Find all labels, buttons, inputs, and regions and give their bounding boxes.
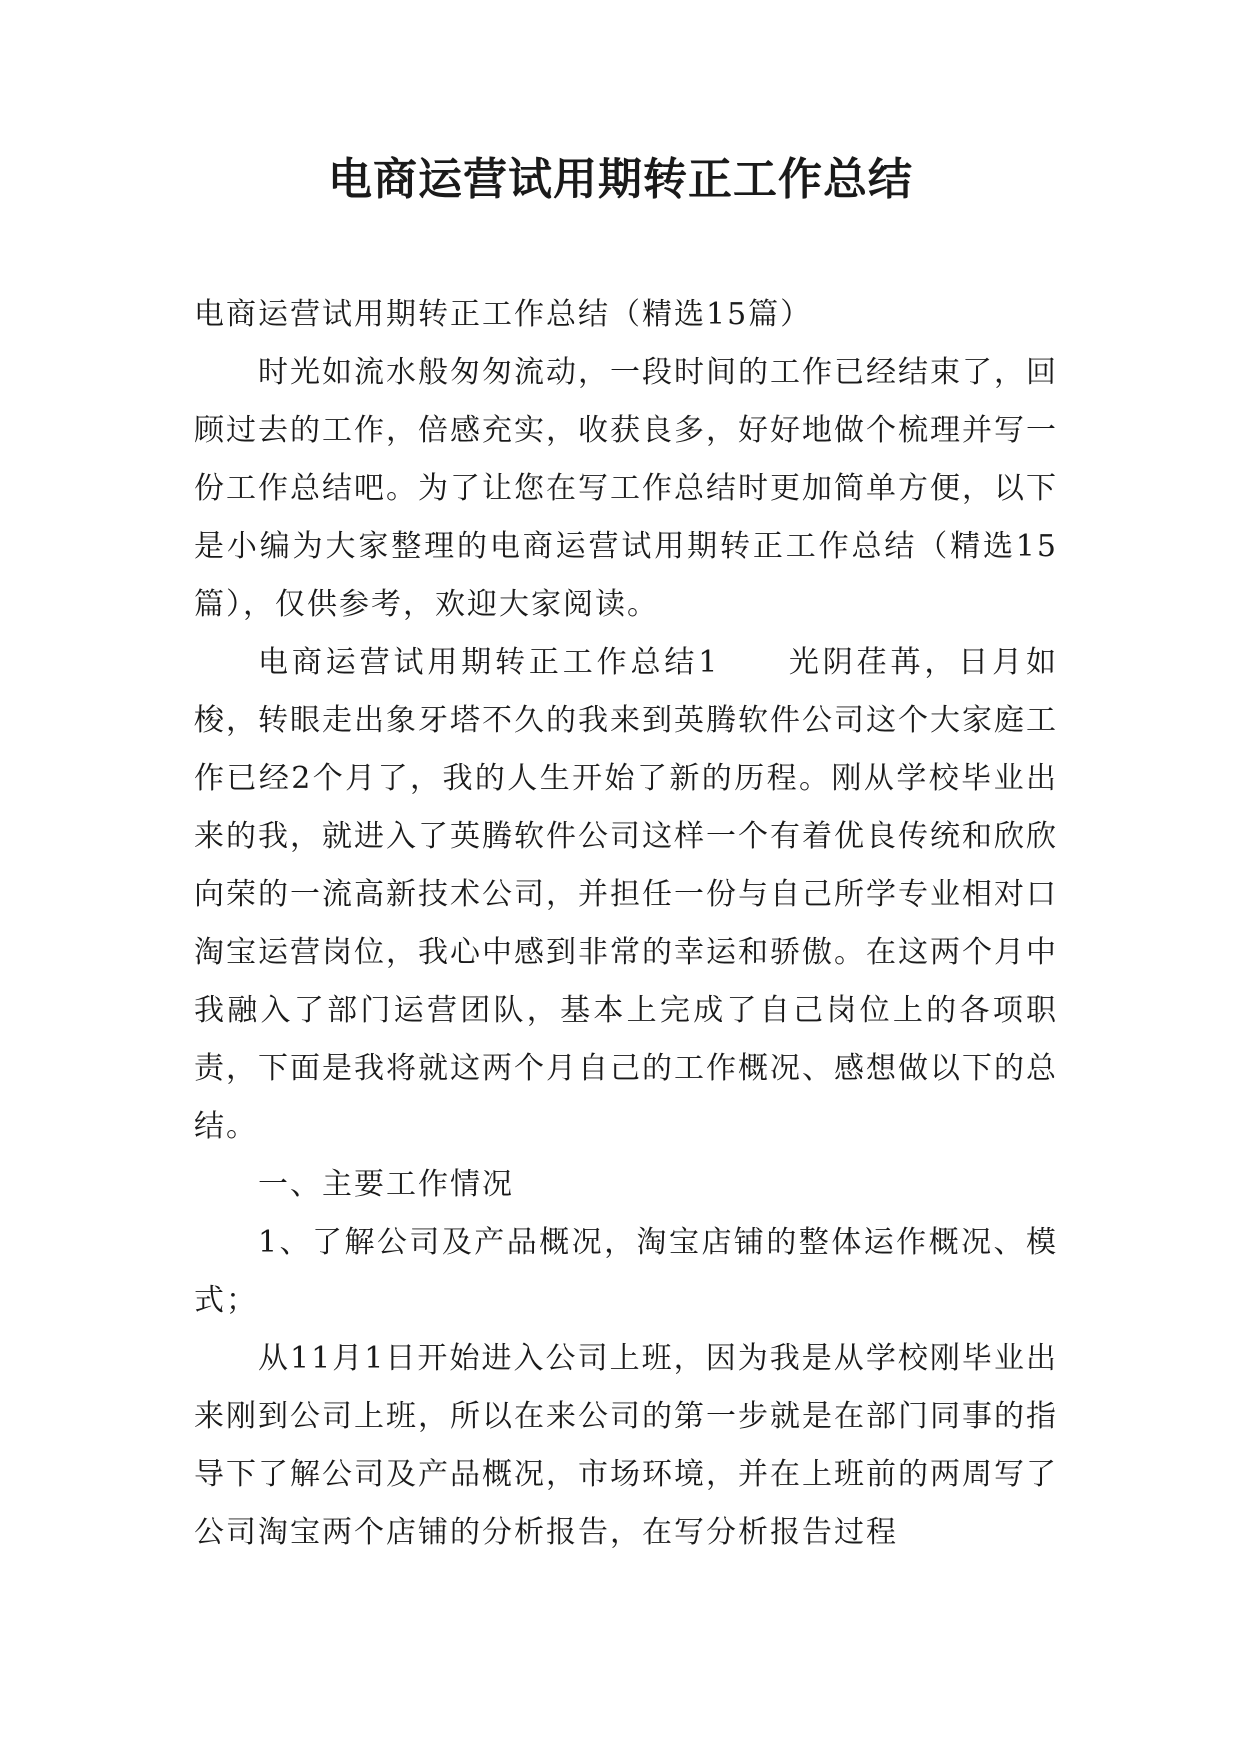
section-heading: 一、主要工作情况 [258, 1167, 514, 1202]
paragraph-detail: 从11月1日开始进入公司上班，因为我是从学校刚毕业出来刚到公司上班，所以在来公司的第一步就是在部门同事的指导下了解公司及产品概况，市场环境，并在上班前的两周写了公司淘宝两个店铺的分析报告，在写分析报告过程 [194, 1341, 1058, 1550]
document-title: 电商运营试用期转正工作总结 [328, 154, 913, 205]
paragraph-intro: 时光如流水般匆匆流动，一段时间的工作已经结束了，回顾过去的工作，倍感充实，收获良多，好好地做个梳理并写一份工作总结吧。为了让您在写工作总结时更加简单方便，以下是小编为大家整理的电商运营试用期转正工作总结（精选15篇），仅供参考，欢迎大家阅读。 [194, 355, 1058, 622]
document-body [194, 286, 1058, 1562]
paragraph-summary-1: 电商运营试用期转正工作总结1 光阴荏苒，日月如梭，转眼走出象牙塔不久的我来到英腾软件公司这个大家庭工作已经2个月了，我的人生开始了新的历程。刚从学校毕业出来的我，就进入了英腾软件公司这样一个有着优良传统和欣欣向荣的一流高新技术公司，并担任一份与自己所学专业相对口淘宝运营岗位，我心中感到非常的幸运和骄傲。在这两个月中我融入了部门运营团队，基本上完成了自己岗位上的各项职责，下面是我将就这两个月自己的工作概况、感想做以下的总结。 [194, 645, 1058, 1144]
paragraph-subtitle: 电商运营试用期转正工作总结（精选15篇） [194, 297, 813, 332]
paragraph-item-1: 1、了解公司及产品概况，淘宝店铺的整体运作概况、模式； [194, 1225, 1058, 1318]
